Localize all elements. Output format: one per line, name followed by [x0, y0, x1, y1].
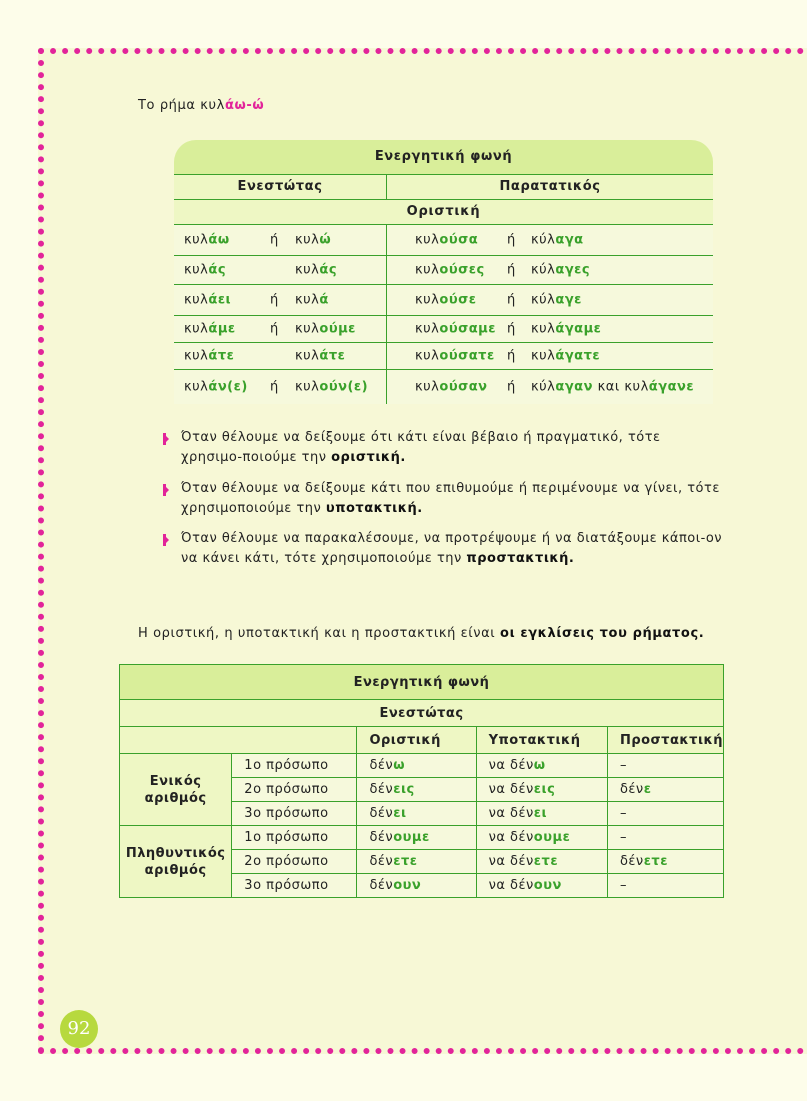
form-d [531, 263, 590, 278]
stem: – [619, 878, 627, 893]
imperative-cell [607, 802, 723, 826]
stem: δέν [369, 758, 394, 773]
or-word: ή [507, 232, 516, 248]
ending: ώ [319, 232, 332, 248]
table2-number-group: Ενικός αριθμός [120, 754, 232, 826]
table1-imperfect-cell [387, 370, 713, 404]
stem: – [619, 830, 627, 845]
ending: ούσατε [439, 348, 495, 364]
table1-imperfect-cell [387, 225, 713, 255]
form-d [531, 293, 582, 308]
indicative-cell [357, 826, 476, 850]
summary-plain: Η οριστική, η υποτακτική και η προστακτική είναι [138, 626, 501, 641]
ending: ει [393, 806, 407, 821]
ending: άει [208, 292, 232, 308]
subjunctive-cell [476, 778, 607, 802]
stem: δέν [619, 782, 644, 797]
table1-imperfect-cell [387, 256, 713, 284]
table1-present-cell [174, 285, 387, 315]
table1-row [174, 285, 713, 316]
ending: εις [533, 782, 556, 797]
table2-header-imperative: Προστακτική [607, 727, 723, 754]
ending: ούσες [439, 262, 485, 278]
or-word: ή [507, 379, 516, 395]
bullet-indicative [163, 428, 723, 468]
ending: ω [393, 758, 406, 773]
arrow-icon [163, 433, 169, 445]
stem: κυλ [184, 232, 209, 248]
form-d [531, 380, 694, 395]
form-a [184, 322, 236, 337]
ending: άγανε [648, 379, 695, 395]
ending: άμε [208, 321, 236, 337]
stem: κυλ [415, 262, 440, 278]
table2-header-indicative: Οριστική [357, 727, 476, 754]
imperative-cell [607, 850, 723, 874]
stem: κυλ [415, 321, 440, 337]
form-d [531, 322, 601, 337]
bullet-bold: προστακτική. [466, 551, 575, 566]
ending: ά [319, 292, 329, 308]
ending: εις [393, 782, 415, 797]
stem: κυλ [295, 321, 320, 337]
subjunctive-cell [476, 826, 607, 850]
stem: κυλ [295, 232, 320, 248]
subjunctive-cell [476, 802, 607, 826]
table1-present-cell [174, 343, 387, 369]
or-word: ή [270, 379, 279, 395]
bullet-bold: υποτακτική. [325, 501, 423, 516]
stem: κύλ [531, 262, 556, 278]
person-cell: 2ο πρόσωπο [232, 778, 357, 802]
person-cell: 3ο πρόσωπο [232, 802, 357, 826]
imperative-cell [607, 754, 723, 778]
or-word: ή [270, 292, 279, 308]
ending: ούσαμε [439, 321, 496, 337]
ending: άς [319, 262, 338, 278]
form-b [295, 233, 331, 248]
ending: ει [533, 806, 548, 821]
table1-imperfect-cell [387, 285, 713, 315]
table2-header-subjunctive: Υποτακτική [476, 727, 607, 754]
form-a [184, 293, 231, 308]
stem: κυλ [624, 379, 649, 395]
bullet-text: Όταν θέλουμε να δείξουμε ότι κάτι είναι βέβαιο ή πραγματικό, τότε χρησιμο-ποιούμε την [181, 430, 661, 465]
ending: ουν [393, 878, 422, 893]
form-d [531, 349, 600, 364]
table2-number-group: Πληθυντικός αριθμός [120, 826, 232, 898]
table2-row [120, 754, 724, 778]
person-cell: 3ο πρόσωπο [232, 874, 357, 898]
ending: ούν(ε) [319, 379, 369, 395]
stem: κυλ [415, 348, 440, 364]
table1-title: Ενεργητική φωνή [174, 140, 713, 175]
or-word: ή [507, 348, 516, 364]
bullet-text: Όταν θέλουμε να παρακαλέσουμε, να προτρέψουμε ή να διατάξουμε κάποι-ον να κάνει κάτι, τότε χρησιμοποιούμε την [181, 531, 723, 566]
stem: δέν [369, 878, 394, 893]
form-c [415, 349, 495, 364]
form-b [295, 380, 368, 395]
stem: κυλ [184, 379, 209, 395]
stem: κυλ [295, 262, 320, 278]
form-c [415, 233, 478, 248]
ending: αγαν [555, 379, 593, 395]
stem: δέν [619, 854, 644, 869]
table1-imperfect-cell [387, 343, 713, 369]
ending: ε [643, 782, 652, 797]
summary-bold: οι εγκλίσεις του ρήματος. [500, 626, 705, 641]
ending: άω [208, 232, 230, 248]
stem: κυλ [295, 292, 320, 308]
conjugation-table-kylao [174, 140, 713, 404]
ending: άν(ε) [208, 379, 248, 395]
table1-row [174, 370, 713, 404]
and-word: και [597, 379, 620, 395]
stem: κυλ [184, 348, 209, 364]
table1-col-imperfect: Παρατατικός [499, 179, 601, 194]
stem: δέν [369, 830, 394, 845]
indicative-cell [357, 778, 476, 802]
table1-present-cell [174, 370, 387, 404]
table1-row [174, 256, 713, 285]
form-a [184, 263, 226, 278]
stem: κυλ [184, 292, 209, 308]
ending: αγα [555, 232, 584, 248]
subjunctive-cell [476, 850, 607, 874]
imperative-cell [607, 778, 723, 802]
table2-row [120, 826, 724, 850]
stem: κυλ [295, 379, 320, 395]
table1-tense-headers [174, 175, 713, 200]
ending: ετε [393, 854, 418, 869]
ending: αγες [555, 262, 591, 278]
table1-present-cell [174, 225, 387, 255]
stem: δέν [369, 854, 394, 869]
table1-row [174, 316, 713, 343]
stem: κυλ [295, 348, 320, 364]
stem: κύλ [531, 379, 556, 395]
or-word: ή [270, 321, 279, 337]
ending: ούσαν [439, 379, 488, 395]
stem: κυλ [531, 348, 556, 364]
stem: δέν [369, 806, 394, 821]
summary-text [138, 626, 704, 641]
ending: αγε [555, 292, 582, 308]
bullet-text: Όταν θέλουμε να δείξουμε κάτι που επιθυμούμε ή περιμένουμε να γίνει, τότε χρησιμοποιούμε την [181, 481, 720, 516]
stem: – [619, 806, 627, 821]
ending: άτε [319, 348, 346, 364]
conjugation-table-deno [119, 664, 724, 898]
subjunctive-cell [476, 874, 607, 898]
form-a [184, 380, 248, 395]
table1-row [174, 343, 713, 370]
ending: ουμε [533, 830, 571, 845]
ending: ουμε [393, 830, 430, 845]
indicative-cell [357, 850, 476, 874]
imperative-cell [607, 826, 723, 850]
form-b [295, 293, 329, 308]
arrow-icon [163, 534, 169, 546]
ending: ετε [643, 854, 668, 869]
arrow-icon [163, 484, 169, 496]
table1-imperfect-cell [387, 316, 713, 342]
bullet-bold: οριστική. [331, 450, 406, 465]
stem: – [619, 758, 627, 773]
form-d [531, 233, 584, 248]
stem: κυλ [415, 379, 440, 395]
form-c [415, 263, 485, 278]
indicative-cell [357, 802, 476, 826]
table1-row [174, 225, 713, 256]
stem: κυλ [184, 262, 209, 278]
ending: ουν [533, 878, 562, 893]
stem: να δέν [488, 878, 534, 893]
stem: να δέν [488, 758, 534, 773]
ending: ούσα [439, 232, 479, 248]
ending: άγατε [555, 348, 601, 364]
table1-mood: Οριστική [174, 200, 713, 225]
ending: ούμε [319, 321, 356, 337]
stem: κυλ [415, 232, 440, 248]
page-number: 92 [60, 1010, 98, 1048]
intro-prefix: Το ρήμα κυλ [138, 98, 225, 113]
or-word: ή [507, 321, 516, 337]
imperative-cell [607, 874, 723, 898]
ending: άς [208, 262, 227, 278]
table1-col-present: Ενεστώτας [174, 175, 387, 199]
or-word: ή [507, 292, 516, 308]
stem: να δέν [488, 830, 534, 845]
or-word: ή [507, 262, 516, 278]
stem: να δέν [488, 854, 534, 869]
bullet-imperative [163, 529, 723, 569]
intro-highlight: άω-ώ [224, 98, 265, 113]
stem: κυλ [415, 292, 440, 308]
intro-text [138, 98, 264, 113]
form-c [415, 293, 476, 308]
indicative-cell [357, 754, 476, 778]
form-c [415, 322, 496, 337]
person-cell: 1ο πρόσωπο [232, 754, 357, 778]
ending: ούσε [439, 292, 477, 308]
form-a [184, 349, 234, 364]
form-a [184, 233, 230, 248]
ending: άγαμε [555, 321, 602, 337]
table1-present-cell [174, 256, 387, 284]
stem: να δέν [488, 806, 534, 821]
stem: κυλ [184, 321, 209, 337]
subjunctive-cell [476, 754, 607, 778]
ending: άτε [208, 348, 235, 364]
table2-tense: Ενεστώτας [120, 700, 724, 727]
person-cell: 1ο πρόσωπο [232, 826, 357, 850]
stem: δέν [369, 782, 394, 797]
stem: κύλ [531, 292, 556, 308]
ending: ω [533, 758, 546, 773]
table1-present-cell [174, 316, 387, 342]
indicative-cell [357, 874, 476, 898]
bullet-subjunctive [163, 479, 723, 519]
form-b [295, 263, 337, 278]
person-cell: 2ο πρόσωπο [232, 850, 357, 874]
stem: κυλ [531, 321, 556, 337]
ending: ετε [533, 854, 559, 869]
table2-corner [120, 727, 357, 754]
form-b [295, 349, 345, 364]
form-b [295, 322, 356, 337]
stem: κύλ [531, 232, 556, 248]
form-c [415, 380, 488, 395]
stem: να δέν [488, 782, 534, 797]
table2-title: Ενεργητική φωνή [120, 665, 724, 700]
or-word: ή [270, 232, 279, 248]
